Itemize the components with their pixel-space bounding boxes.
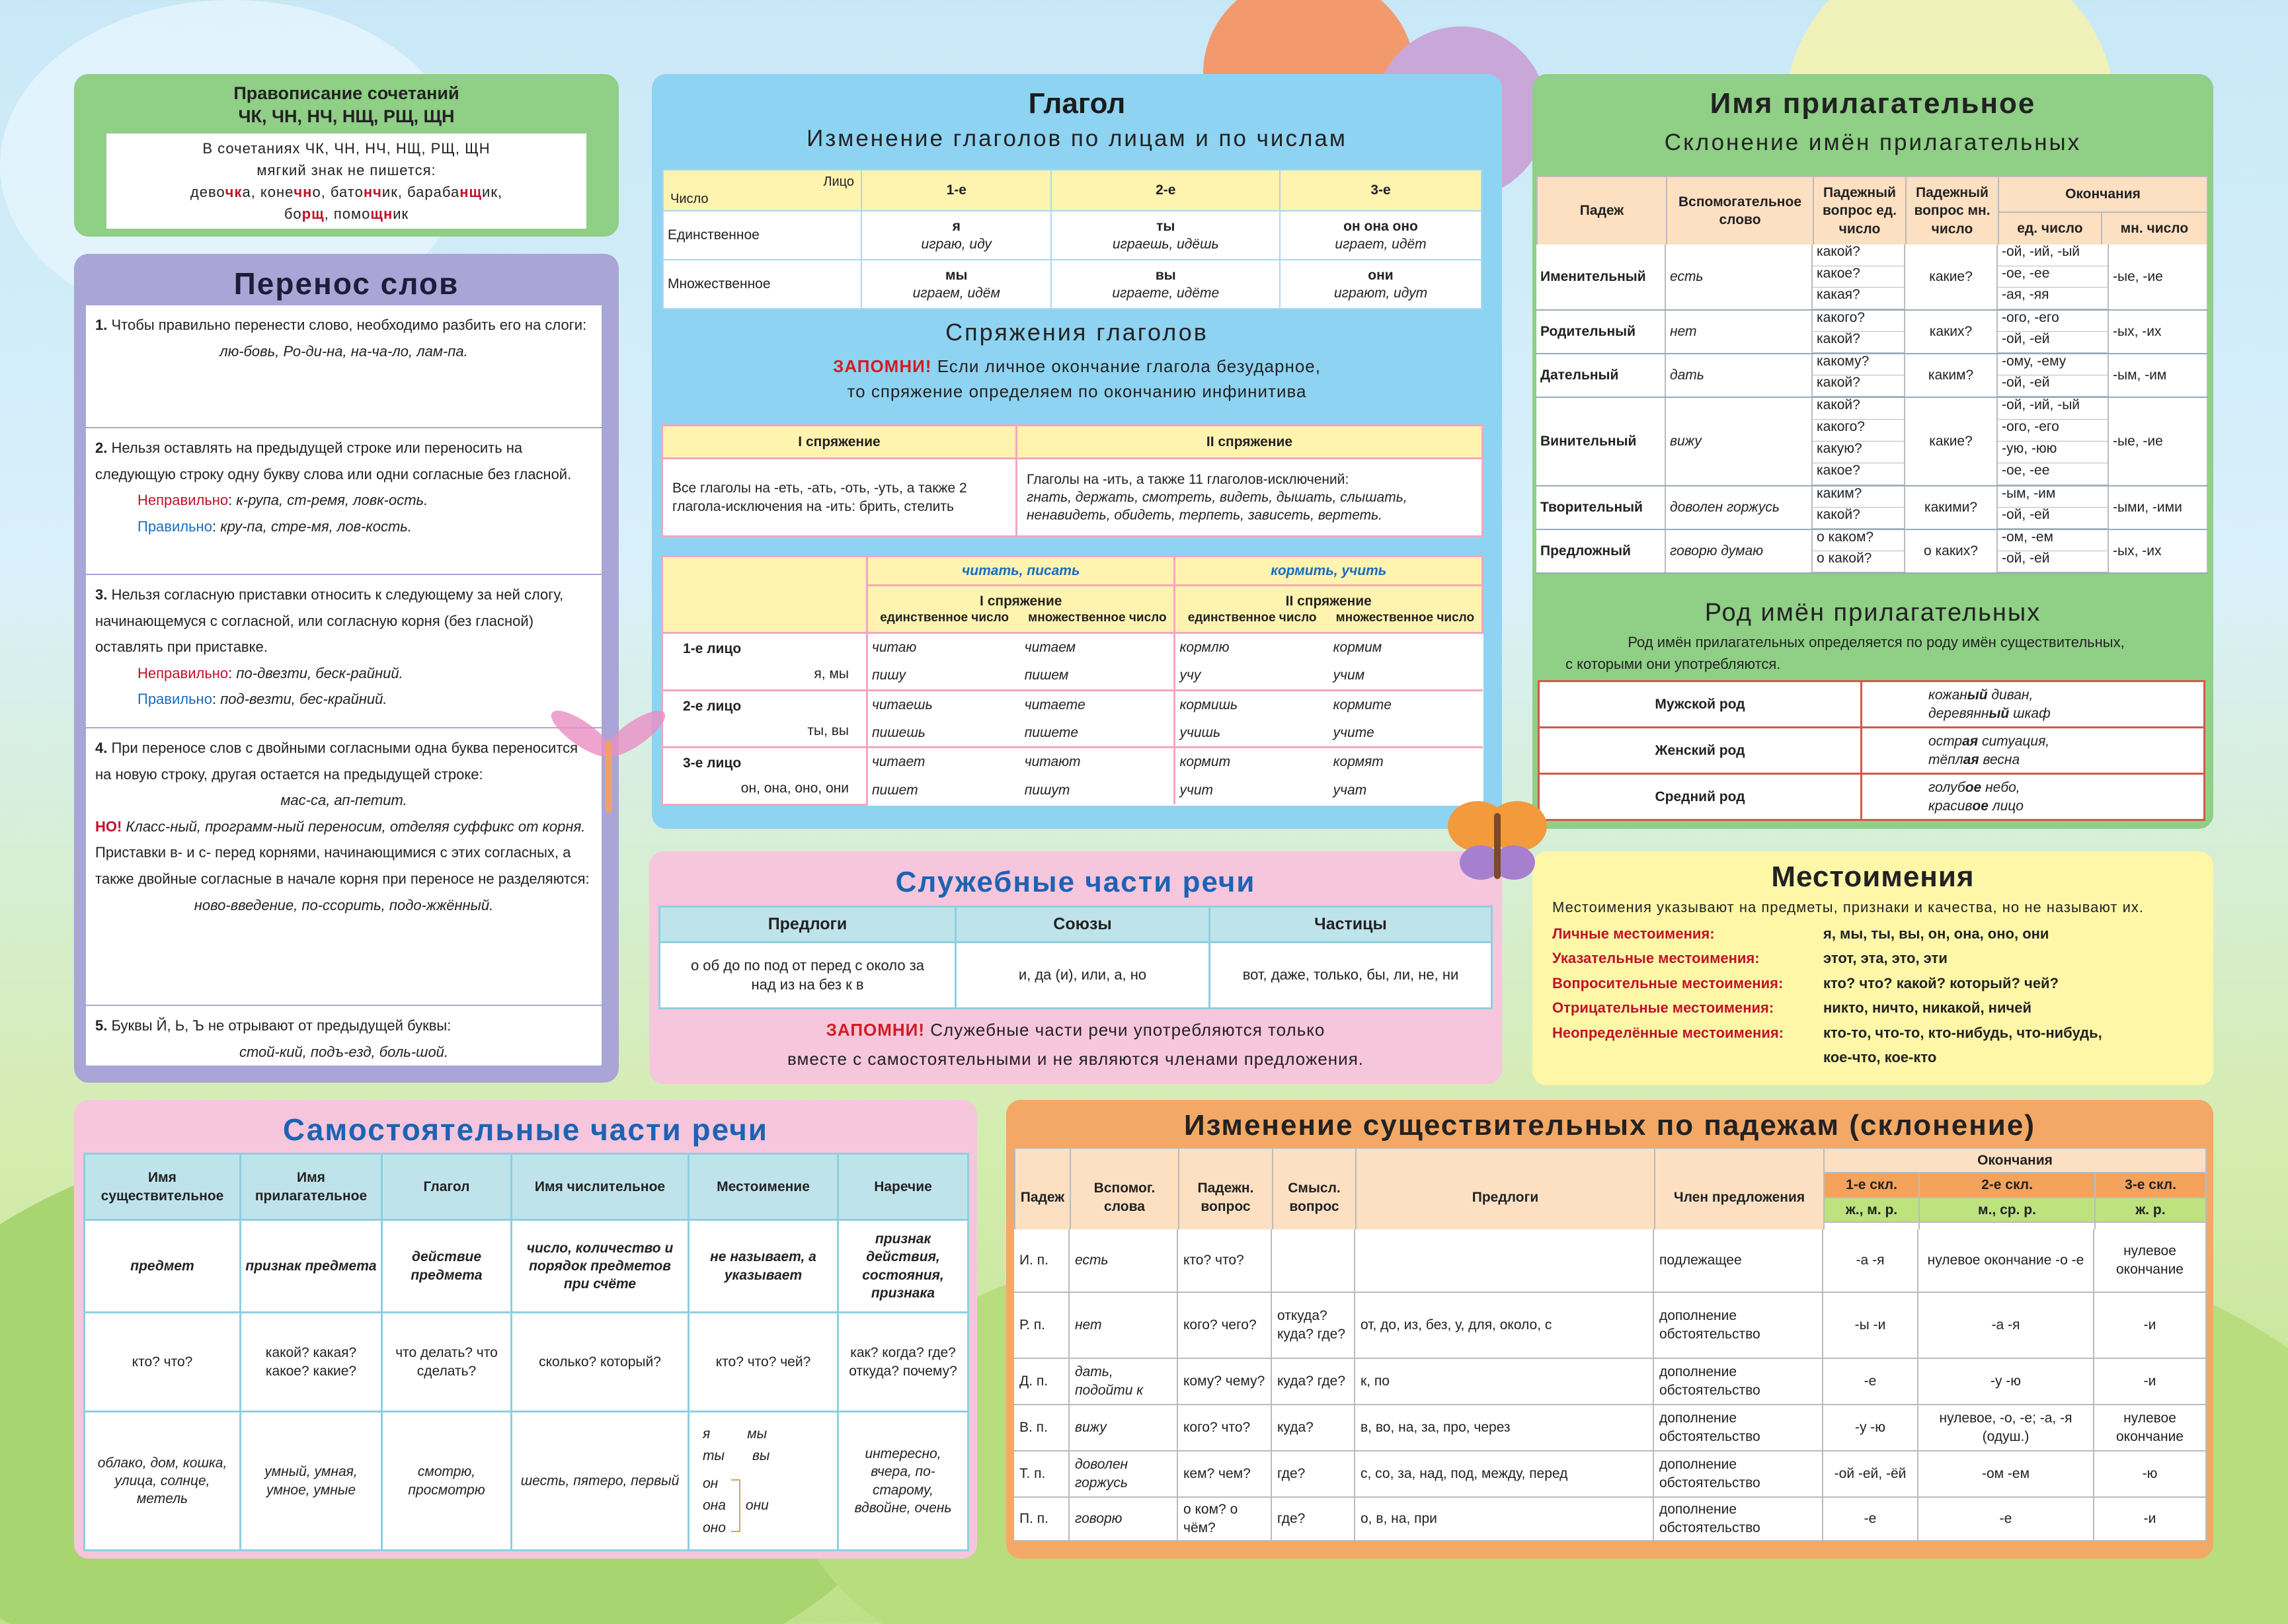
table-cell: какая? (1813, 288, 1904, 309)
table-row (1536, 530, 2208, 574)
gender-text: Род имён прилагательных определяется по роду имён существительных, с которыми они употребляются. (1565, 634, 2125, 672)
gender-section (1532, 592, 2213, 821)
table-cell: -ых, -их (2109, 530, 2208, 572)
table-cell: Творительный (1536, 486, 1666, 529)
table-header: Падежный вопрос ед. число (1813, 176, 1906, 245)
table-header: 3-е (1280, 170, 1481, 211)
table-header: Вспомог. слова (1070, 1148, 1179, 1247)
table-cell: какие? (1905, 398, 1998, 485)
table-cell: нулевое окончание (2094, 1229, 2207, 1292)
conj-title: Спряжения глаголов (945, 319, 1208, 346)
table-cell: доволен горжусь (1666, 486, 1813, 529)
list-item: Указательные местоимения: этот, эта, это, эти (1552, 950, 1948, 967)
table-header: Вспомогательное слово (1667, 176, 1813, 245)
table-cell: Р. п. (1014, 1293, 1070, 1358)
table-row (1536, 486, 2208, 530)
table-cell: какое? (1813, 463, 1904, 485)
table-row: пишет пишут учит учат (662, 776, 1483, 804)
table-cell: И. п. (1014, 1229, 1070, 1292)
hyphen-rule-5: 5. Буквы Й, Ь, Ъ не отрывают от предыдущей буквы: стой-кий, подъ-езд, боль-шой. (95, 1017, 452, 1060)
table-row: 2-е лицо ты, вы читаешь читаете кормишь кормите (662, 690, 1483, 718)
adjective-panel (1532, 74, 2213, 829)
hyphen-rule-1: 1. Чтобы правильно перенести слово, необходимо разбить его на слоги: лю-бовь, Ро-ди-на, на-ча-ло, лам-па. (86, 305, 602, 428)
table-cell: о какой? (1813, 551, 1904, 572)
table-cell: -ы -и (1823, 1293, 1918, 1358)
table-cell: нет (1070, 1293, 1178, 1358)
table-cell: дополнение обстоятельство (1654, 1359, 1823, 1404)
table-cell: дополнение обстоятельство (1654, 1498, 1823, 1540)
table-cell: о ком? о чём? (1178, 1498, 1272, 1540)
table-cell: -ое, -ее (1998, 463, 2108, 485)
adjective-subtitle: Склонение имён прилагательных (1664, 130, 2082, 155)
table-row (1536, 311, 2208, 354)
table-cell: нет (1666, 311, 1813, 353)
table-cell: Родительный (1536, 311, 1666, 353)
table-cell: -ыми, -ими (2109, 486, 2208, 529)
table-header: Местоимение (689, 1154, 838, 1220)
table-cell: -ому, -ему (1998, 354, 2108, 375)
table-cell: нулевое, -о, -е; -а, -я (одуш.) (1918, 1405, 2094, 1450)
table-cell: -ым, -им (1998, 486, 2108, 508)
table-cell: где? (1272, 1451, 1355, 1496)
table-cell: есть (1070, 1229, 1178, 1292)
table-cell: куда? где? (1272, 1359, 1355, 1404)
adjective-decl-rows (1536, 245, 2208, 574)
table-header: 2-е (1051, 170, 1280, 211)
table-cell: какие? (1905, 245, 1998, 309)
table-row (1014, 1359, 2207, 1405)
table-row: облако, дом, кошка, улица, солнце, метель умный, умная, умное, умные смотрю, просмотрю шесть, пятеро, первый я мы ты вы он она оно они интересно, вчера, по-старому, вдвойне, очень (85, 1412, 968, 1551)
table-cell: каким? (1813, 486, 1904, 508)
table-header: Падеж (1015, 1148, 1070, 1247)
table-cell: кто? что? (1178, 1229, 1272, 1292)
hyphen-rule-2: 2. Нельзя оставлять на предыдущей строке или переносить на следующую строку одну букву слова или одни согласные без гласной. Неправильно: к-рупа, ст-ремя, ловк-ость. Правильно: кру-па, стре-мя, лов-кость. (86, 428, 602, 575)
table-row (1014, 1498, 2207, 1541)
list-item: кое-что, кое-кто (1823, 1048, 1937, 1065)
table-header: Имя числительное (512, 1154, 689, 1220)
table-cell: какой? (1813, 508, 1904, 529)
table-cell: -ой, -ей (1998, 375, 2108, 397)
table-cell: нулевое окончание -о -е (1918, 1229, 2094, 1292)
table-cell: какими? (1905, 486, 1998, 529)
table-header: 1-е (861, 170, 1051, 211)
table-cell: -ые, -ие (2109, 398, 2208, 485)
table-cell: с, со, за, над, под, между, перед (1355, 1451, 1654, 1496)
verb-title: Глагол (1028, 87, 1126, 120)
table-row: Мужской род кожаный диван, деревянный шкаф (1539, 681, 2205, 728)
table-cell: -у -ю (1823, 1405, 1918, 1450)
hyphen-rule-3: 3. Нельзя согласную приставки относить к следующему за ней слогу, начинающемуся с согласной, или согласную корня (без гласной) оставлять при приставке. Неправильно: по-двезти, беск-райний. Правильно: под-везти, бес-крайний. (86, 575, 602, 728)
table-cell: -ого, -его (1998, 420, 2108, 442)
indep-panel (74, 1100, 977, 1559)
table-cell: Т. п. (1014, 1451, 1070, 1496)
indep-table (83, 1153, 969, 1551)
table-cell: кого? что? (1178, 1405, 1272, 1450)
table-cell: какой? (1813, 398, 1904, 420)
table-cell: к, по (1355, 1359, 1654, 1404)
table-cell: -е (1823, 1498, 1918, 1540)
table-cell: -а -я (1823, 1229, 1918, 1292)
hyphen-rule-4: 4. При переносе слов с двойными согласными одна буква переносится на новую строку, другая остается на предыдущей строке: мас-са, ап-петит. НО! Класс-ный, программ-ный переносим, отделяя суффикс от корня. Приставки в- и с- перед корнями, начинающимися с этих согласных, а также двойные согласные в начале корня при переносе не разделяются: ново-введение, по-ссорить, подо-жжённый. (86, 728, 602, 1006)
table-row (1536, 245, 2208, 311)
gender-table (1538, 680, 2205, 821)
table-cell: в, во, на, за, про, через (1355, 1405, 1654, 1450)
table-row: о об до по под от перед с около за над из на без к в и, да (и), или, а, но вот, даже, только, бы, ли, не, ни (660, 943, 1492, 1009)
service-table (658, 906, 1493, 1009)
conj-rule: ЗАПОМНИ! Если личное окончание глагола безударное, то спряжение определяем по окончанию инфинитива (833, 356, 1321, 401)
table-cell: говорю думаю (1666, 530, 1813, 572)
table-header: Предлоги (660, 907, 956, 943)
table-header: Смысл. вопрос (1273, 1148, 1356, 1247)
table-cell (1272, 1229, 1355, 1292)
pronoun-panel (1532, 851, 2213, 1085)
table-header: Имя прилагательное (241, 1154, 382, 1220)
table-cell: -и (2094, 1359, 2207, 1404)
table-header: II спряжение (1017, 426, 1483, 459)
table-cell: о каких? (1905, 530, 1998, 572)
table-header: I спряжение (662, 426, 1017, 459)
table-row: кто? что? какой? какая? какое? какие? что делать? что сделать? сколько? который? кто? что? чей? как? когда? где? откуда? почему? (85, 1313, 968, 1412)
table-header: Падежн. вопрос (1179, 1148, 1273, 1247)
table-cell: -ая, -яя (1998, 288, 2108, 309)
table-cell: о каком? (1813, 530, 1904, 551)
table-row (1536, 398, 2208, 486)
table-row: Множественное мы играем, идём вы играете, идёте они играют, идут (663, 260, 1481, 309)
table-header: Падеж (1537, 176, 1667, 245)
table-cell: дополнение обстоятельство (1654, 1405, 1823, 1450)
table-cell: -и (2094, 1498, 2207, 1540)
service-panel (649, 851, 1502, 1084)
table-cell: -ом -ем (1918, 1451, 2094, 1496)
table-cell: доволен горжусь (1070, 1451, 1178, 1496)
table-cell: кого? чего? (1178, 1293, 1272, 1358)
table-header: Окончания (1998, 176, 2207, 212)
table-cell: дать (1666, 354, 1813, 397)
gender-title: Род имён прилагательных (1704, 599, 2041, 627)
spelling-panel (74, 74, 619, 237)
table-cell: дать, подойти к (1070, 1359, 1178, 1404)
hyphen-title: Перенос слов (233, 266, 459, 301)
table-cell: где? (1272, 1498, 1355, 1540)
table-row: 1-е лицо я, мы читаю читаем кормлю кормим (662, 633, 1483, 662)
table-cell: от, до, из, без, у, для, около, с (1355, 1293, 1654, 1358)
verb-person-table (662, 169, 1482, 309)
table-cell: кем? чем? (1178, 1451, 1272, 1496)
noun-table: Падеж Вспомог. слова Падежн. вопрос Смысл. вопрос Предлоги Член предложения Окончания 1-е скл. 2-е скл. 3-е скл. ж., м. р. м., ср. р. ж. р. (1014, 1147, 2207, 1247)
table-cell: -ой, -ий, -ый (1998, 398, 2108, 420)
table-cell: какой? (1813, 245, 1904, 266)
table-cell: о, в, на, при (1355, 1498, 1654, 1540)
table-cell: Предложный (1536, 530, 1666, 572)
table-row: Женский род острая ситуация, тёплая весна (1539, 728, 2205, 774)
table-header: Частицы (1210, 907, 1492, 943)
table-cell: -ой, -ей (1998, 332, 2108, 353)
table-cell: -ые, -ие (2109, 245, 2208, 309)
table-row: пишу пишем учу учим (662, 662, 1483, 690)
indep-title: Самостоятельные части речи (282, 1112, 769, 1147)
table-cell: Д. п. (1014, 1359, 1070, 1404)
table-row (1014, 1405, 2207, 1451)
table-cell: Дательный (1536, 354, 1666, 397)
table-cell: -и (2094, 1293, 2207, 1358)
hyphen-body (86, 305, 602, 1065)
table-cell: -а -я (1918, 1293, 2094, 1358)
table-cell: есть (1666, 245, 1813, 309)
table-cell: -ю (2094, 1451, 2207, 1496)
pronoun-list (1552, 921, 2213, 1069)
table-cell: какого? (1813, 420, 1904, 442)
pronoun-examples: я мы ты вы он она оно они (689, 1412, 838, 1551)
table-header: Союзы (956, 907, 1210, 943)
table-row: Единственное я играю, иду ты играешь, идёшь он она оно играет, идёт (663, 211, 1481, 260)
table-cell: откуда? куда? где? (1272, 1293, 1355, 1358)
table-cell: -ой, -ей (1998, 551, 2108, 572)
table-row (1014, 1293, 2207, 1359)
table-cell: -у -ю (1918, 1359, 2094, 1404)
table-header: Имя существительное (85, 1154, 241, 1220)
table-row: предмет признак предмета действие предмета число, количество и порядок предметов при счёте не называет, а указывает признак действия, состояния, признака (85, 1220, 968, 1313)
table-cell: какое? (1813, 266, 1904, 288)
spelling-body: В сочетаниях ЧК, ЧН, НЧ, НЩ, РЩ, ЩН мягкий знак не пишется: девочка, конечно, батончик, барабанщик, борщ, помощник (106, 134, 586, 229)
list-item: Личные местоимения: я, мы, ты, вы, он, она, оно, они (1552, 925, 2049, 942)
spelling-examples: борщ, помощник (284, 206, 409, 223)
hyphen-panel (74, 254, 619, 1083)
adjective-title: Имя прилагательное (1710, 87, 2036, 120)
table-cell: какому? (1813, 354, 1904, 375)
service-title: Служебные части речи (895, 866, 1256, 898)
table-row: 3-е лицо он, она, оно, они читает читают кормит кормят (662, 748, 1483, 776)
table-cell: Именительный (1536, 245, 1666, 309)
table-cell: -ую, -юю (1998, 442, 2108, 463)
table-cell: вижу (1666, 398, 1813, 485)
conj-table (661, 424, 1483, 537)
noun-title: Изменение существительных по падежам (склонение) (1184, 1109, 2035, 1141)
table-cell: какую? (1813, 442, 1904, 463)
table-cell: какой? (1813, 375, 1904, 397)
spelling-examples: девочка, конечно, батончик, барабанщик, (190, 184, 503, 201)
verb-panel (652, 74, 1502, 829)
table-cell: -ом, -ем (1998, 530, 2108, 551)
table-cell: какой? (1813, 332, 1904, 353)
table-cell: -ое, -ее (1998, 266, 2108, 288)
table-cell: каких? (1905, 311, 1998, 353)
table-cell: Винительный (1536, 398, 1666, 485)
adjective-decl-table: Падеж Вспомогательное слово Падежный вопрос ед. число Падежный вопрос мн. число Окончания ед. число мн. число (1536, 176, 2208, 246)
table-header: Глагол (382, 1154, 512, 1220)
table-cell: -ым, -им (2109, 354, 2208, 397)
table-header: Окончания (1824, 1148, 2206, 1173)
table-cell: каким? (1905, 354, 1998, 397)
table-cell (1355, 1229, 1654, 1292)
pronoun-title: Местоимения (1771, 861, 1975, 893)
list-item: Вопросительные местоимения: кто? что? какой? который? чей? (1552, 974, 2059, 991)
dragonfly-icon (549, 701, 668, 820)
table-row (1014, 1451, 2207, 1498)
table-cell: П. п. (1014, 1498, 1070, 1540)
list-item: Неопределённые местоимения: кто-то, что-то, кто-нибудь, что-нибудь, (1552, 1024, 2102, 1041)
table-cell: В. п. (1014, 1405, 1070, 1450)
verb-subtitle: Изменение глаголов по лицам и по числам (807, 126, 1347, 151)
table-row: Все глаголы на -еть, -ать, -оть, -уть, а также 2 глагола-исключения на -ить: брить, стелить Глаголы на -ить, а также 11 глаголов-исключений: гнать, держать, смотреть, видеть, дышать, слышать, ненавидеть, обидеть, терпеть, зависеть, вертеть. (662, 459, 1483, 537)
table-cell: куда? (1272, 1405, 1355, 1450)
butterfly-icon (1441, 787, 1554, 899)
table-cell: дополнение обстоятельство (1654, 1293, 1823, 1358)
table-cell: какого? (1813, 311, 1904, 332)
table-header: Падежный вопрос мн. число (1906, 176, 1998, 245)
table-cell: дополнение обстоятельство (1654, 1451, 1823, 1496)
table-cell: -е (1823, 1359, 1918, 1404)
noun-panel (1006, 1100, 2213, 1559)
table-cell: -ой, -ий, -ый (1998, 245, 2108, 266)
table-cell: подлежащее (1654, 1229, 1823, 1292)
conj-example-table: читать, писать кормить, учить I спряжение единственное число множественное число II спряжение единственное число множественное число 1-е лицо я, мы читаю читаем кормлю кормим пишу пишем учу учим 2-е лицо ты, вы читаешь читаете кормишь кормите пишешь пишете учишь учите 3-е лицо он, она, оно, они читает читают кормит кормят пишет пишут учит учат (661, 555, 1483, 806)
service-note: ЗАПОМНИ! Служебные части речи употребляются только вместе с самостоятельными и не являются членами предложения. (787, 1020, 1364, 1069)
table-cell: -ой, -ей (1998, 508, 2108, 529)
table-header: Лицо Число (663, 170, 861, 211)
table-cell: -е (1918, 1498, 2094, 1540)
table-row: пишешь пишете учишь учите (662, 718, 1483, 747)
table-cell: кому? чему? (1178, 1359, 1272, 1404)
table-row: Средний род голубое небо, красивое лицо (1539, 774, 2205, 820)
table-cell: -ого, -его (1998, 311, 2108, 332)
noun-rows (1014, 1229, 2207, 1541)
table-row (1536, 354, 2208, 398)
table-cell: говорю (1070, 1498, 1178, 1540)
pronoun-text: Местоимения указывают на предметы, признаки и качества, но не называют их. (1552, 899, 2145, 915)
table-cell: вижу (1070, 1405, 1178, 1450)
list-item: Отрицательные местоимения: никто, ничто, никакой, ничей (1552, 999, 2032, 1017)
table-cell: нулевое окончание (2094, 1405, 2207, 1450)
table-cell: -ых, -их (2109, 311, 2208, 353)
table-cell: -ой -ей, -ёй (1823, 1451, 1918, 1496)
table-header: Предлоги (1356, 1148, 1655, 1247)
spelling-title: Правописание сочетаний ЧК, ЧН, НЧ, НЩ, РЩ, ЩН (233, 83, 459, 127)
table-header: Наречие (838, 1154, 968, 1220)
table-row (1014, 1229, 2207, 1293)
table-header: Член предложения (1655, 1148, 1824, 1247)
